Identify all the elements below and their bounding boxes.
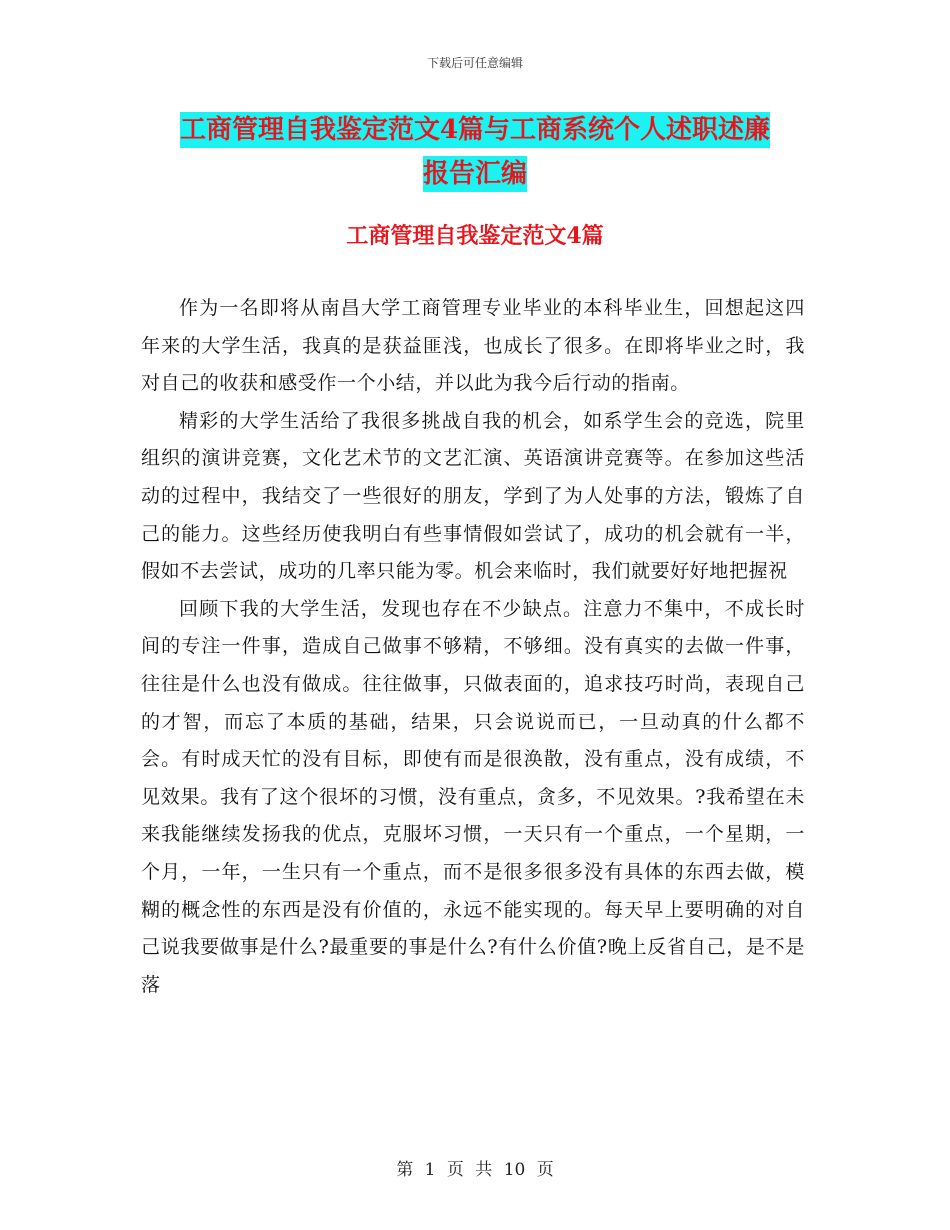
- body-paragraph-3: 回顾下我的大学生活，发现也存在不少缺点。注意力不集中，不成长时间的专注一件事，造成自己做事不够精，不够细。没有真实的去做一件事，往往是什么也没有做成。往往做事，只做表面的，追求技巧时尚，表现自己的才智，而忘了本质的基础，结果，只会说说而已，一旦动真的什么都不会。有时成天忙的没有目标，即使有而是很涣散，没有重点，没有成绩，不见效果。我有了这个很坏的习惯，没有重点，贪多，不见效果。?我希望在未来我能继续发扬我的优点，克服坏习惯，一天只有一个重点，一个星期，一个月，一年，一生只有一个重点，而不是很多很多没有具体的东西去做，模糊的概念性的东西是没有价值的，永远不能实现的。每天早上要明确的对自己说我要做事是什么?最重要的事是什么?有什么价值?晚上反省自己，是不是落: [141, 597, 805, 996]
- page-header-note: 下载后可任意编辑: [426, 56, 523, 70]
- body-paragraph-1: 作为一名即将从南昌大学工商管理专业毕业的本科毕业生，回想起这四年来的大学生活，我真的是获益匪浅，也成长了很多。在即将毕业之时，我对自己的收获和感受作一个小结，并以此为我今后行动的指南。: [141, 297, 805, 395]
- document-body: [141, 290, 805, 1004]
- body-paragraph-2: 精彩的大学生活给了我很多挑战自我的机会，如系学生会的竞选，院里组织的演讲竞赛，文化艺术节的文艺汇演、英语演讲竞赛等。在参加这些活动的过程中，我结交了一些很好的朋友，学到了为人处事的方法，锻炼了自己的能力。这些经历使我明白有些事情假如尝试了，成功的机会就有一半，假如不去尝试，成功的几率只能为零。机会来临时，我们就要好好地把握祝: [141, 409, 805, 583]
- document-title: [140, 108, 810, 196]
- section-title: 工商管理自我鉴定范文4篇: [346, 223, 604, 249]
- document-title-line-1: 工商管理自我鉴定范文4篇与工商系统个人述职述廉: [180, 112, 770, 148]
- page-number-footer: 第 1 页 共 10 页: [396, 1160, 554, 1180]
- document-title-line-2: 报告汇编: [423, 156, 527, 192]
